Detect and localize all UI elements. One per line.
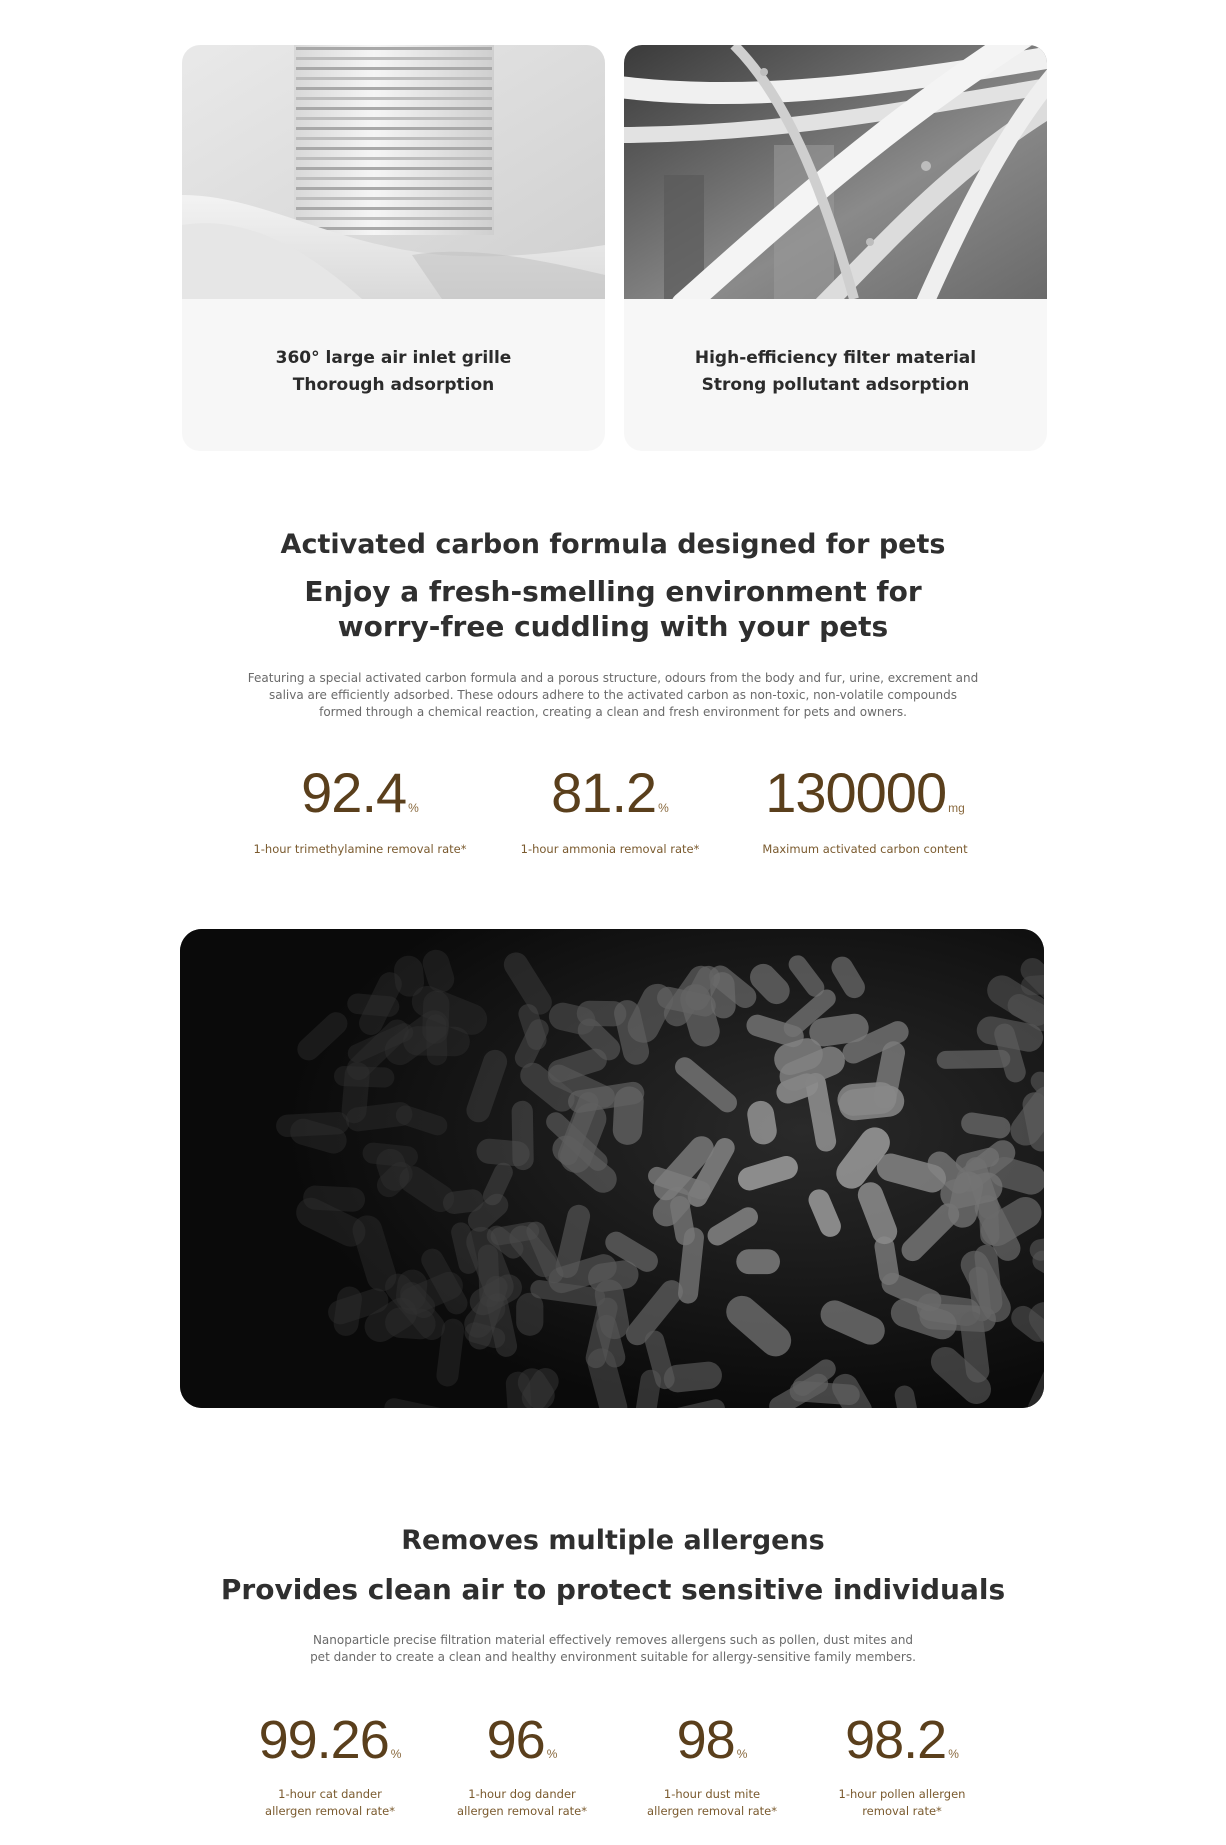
carbon-subtitle-line1: Enjoy a fresh-smelling environment for	[304, 575, 922, 608]
carbon-stat-ammonia	[500, 760, 720, 858]
air-inlet-grille-image	[182, 45, 605, 299]
feature-card-air-inlet	[182, 45, 605, 451]
carbon-section-description	[0, 670, 1226, 721]
stat-value: 92.4	[301, 761, 407, 824]
stat-label-line2: allergen removal rate*	[457, 1804, 587, 1818]
stat-value: 99.26	[258, 1710, 389, 1770]
stat-value: 98	[676, 1710, 735, 1770]
stat-label-line1: 1-hour dust mite	[663, 1787, 761, 1801]
feature-caption-line2: Strong pollutant adsorption	[701, 375, 970, 395]
feature-caption-line2: Thorough adsorption	[292, 375, 495, 395]
carbon-desc-line2: saliva are efficiently adsorbed. These odours adhere to the activated carbon as non-toxic, non-volatile compounds	[268, 688, 958, 702]
stat-unit: %	[948, 1747, 959, 1761]
allergen-desc-line1: Nanoparticle precise filtration material effectively removes allergens such as pollen, dust mites and	[312, 1633, 914, 1647]
stat-label-line2: removal rate*	[862, 1804, 942, 1818]
carbon-stat-trimethylamine	[240, 760, 480, 858]
stat-value-row	[240, 1708, 420, 1786]
stat-value: 81.2	[551, 761, 657, 824]
allergen-stat-cat-dander	[240, 1708, 420, 1820]
filter-material-image	[624, 45, 1047, 299]
stat-value: 96	[486, 1710, 545, 1770]
stat-label-line2: allergen removal rate*	[265, 1804, 395, 1818]
stat-label: 1-hour trimethylamine removal rate*	[253, 842, 467, 856]
feature-caption-line1: 360° large air inlet grille	[275, 348, 512, 368]
allergen-section-subtitle: Provides clean air to protect sensitive individuals	[220, 1573, 1006, 1606]
feature-caption	[624, 345, 1047, 399]
stat-unit: mg	[948, 801, 965, 815]
stat-label-line1: 1-hour pollen allergen	[838, 1787, 966, 1801]
carbon-subtitle-line2: worry-free cuddling with your pets	[337, 610, 889, 643]
allergen-stat-dust-mite	[622, 1708, 802, 1820]
stat-label-line1: 1-hour cat dander	[278, 1787, 382, 1801]
stat-label: Maximum activated carbon content	[762, 842, 968, 856]
stat-value-row	[240, 760, 480, 841]
stat-value: 98.2	[845, 1710, 947, 1770]
stat-value-row	[432, 1708, 612, 1786]
stat-unit: %	[658, 801, 669, 815]
stat-unit: %	[546, 1747, 558, 1761]
allergen-desc-line2: pet dander to create a clean and healthy environment suitable for allergy-sensitive family members.	[310, 1650, 916, 1664]
feature-card-filter-material	[624, 45, 1047, 451]
stat-label-line2: allergen removal rate*	[647, 1804, 777, 1818]
carbon-section-title: Activated carbon formula designed for pets	[280, 529, 946, 560]
activated-carbon-granules-image	[180, 929, 1044, 1408]
allergen-section-description	[0, 1632, 1226, 1666]
stat-value-row	[622, 1708, 802, 1786]
carbon-desc-line1: Featuring a special activated carbon formula and a porous structure, odours from the body and fur, urine, excrement and	[247, 671, 979, 685]
stat-unit: %	[736, 1747, 748, 1761]
allergen-stat-dog-dander	[432, 1708, 612, 1820]
stat-value-row	[740, 760, 990, 841]
stat-value: 130000	[765, 761, 947, 824]
stat-unit: %	[408, 801, 419, 815]
stat-label: 1-hour ammonia removal rate*	[520, 842, 700, 856]
stat-unit: %	[390, 1747, 402, 1761]
carbon-stat-carbon-content	[740, 760, 990, 858]
stat-value-row	[500, 760, 720, 841]
feature-caption-line1: High-efficiency filter material	[694, 348, 977, 368]
carbon-desc-line3: formed through a chemical reaction, creating a clean and fresh environment for pets and owners.	[319, 705, 907, 719]
stat-value-row	[812, 1708, 992, 1786]
allergen-section-title: Removes multiple allergens	[401, 1525, 825, 1556]
carbon-section-subtitle	[0, 574, 1226, 644]
feature-caption	[182, 345, 605, 399]
allergen-stat-pollen	[812, 1708, 992, 1820]
stat-label-line1: 1-hour dog dander	[468, 1787, 576, 1801]
